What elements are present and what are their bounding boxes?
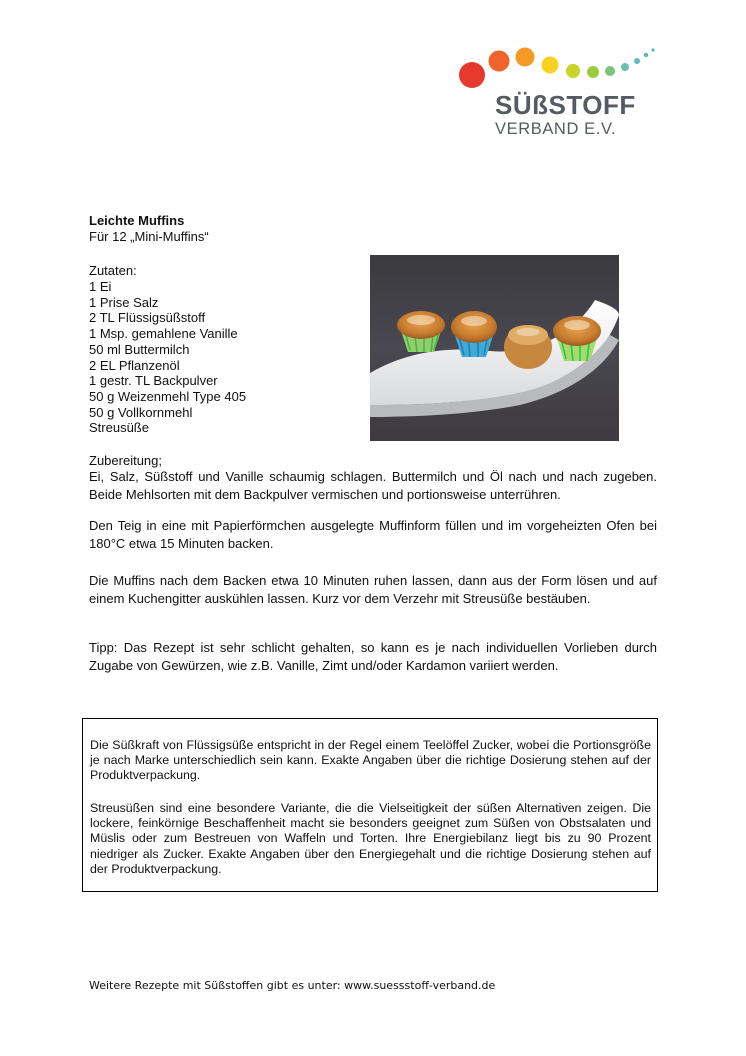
info-paragraph-granulated-sweetener: Streusüßen sind eine besondere Variante, die die Vielseitigkeit der süßen Alternativen zeigen. Die lockere, feinkörnige Beschaffenheit macht sie besonders geeignet zum Süßen von Obstsalaten und Müslis oder zum Bestreuen von Waffeln und Torten. Ihre Energiebilanz liegt bis zu 90 Prozent niedriger als Zucker. Exakte Angaben über den Energiegehalt und die richtige Dosierung stehen auf der Produktverpackung.	[90, 801, 651, 876]
muffins-photo	[370, 255, 619, 441]
ingredient-item: 50 g Vollkornmehl	[89, 404, 193, 420]
logo-wordmark: SÜßSTOFF	[495, 90, 636, 120]
preparation-step-2: Den Teig in eine mit Papierförmchen ausgelegte Muffinform füllen und im vorgeheizten Ofen bei 180°C etwa 15 Minuten backen.	[89, 518, 657, 551]
ingredient-item: 50 g Weizenmehl Type 405	[89, 388, 247, 404]
preparation-step-3: Die Muffins nach dem Backen etwa 10 Minuten ruhen lassen, dann aus der Form lösen und auf einem Kuchengitter auskühlen lassen. Kurz vor dem Verzehr mit Streusüße bestäuben.	[89, 573, 657, 606]
logo-subtitle: VERBAND E.V.	[495, 120, 617, 138]
recipe-tip: Tipp: Das Rezept ist sehr schlicht gehalten, so kann es je nach individuellen Vorlieben durch Zugabe von Gewürzen, wie z.B. Vanille, Zimt und/oder Kardamon variiert werden.	[89, 640, 657, 673]
ingredient-item: 2 TL Flüssigsüßstoff	[89, 310, 206, 326]
recipe-yield: Für 12 „Mini-Muffins“	[89, 229, 209, 244]
sweetener-info-box	[82, 718, 658, 892]
ingredient-item: 1 Msp. gemahlene Vanille	[89, 326, 238, 342]
footer-more-recipes: Weitere Rezepte mit Süßstoffen gibt es unter: www.suessstoff-verband.de	[89, 979, 496, 992]
preparation-heading: Zubereitung;	[89, 453, 162, 468]
ingredient-item: Streusüße	[89, 420, 149, 436]
preparation-step-1: Ei, Salz, Süßstoff und Vanille schaumig schlagen. Buttermilch und Öl nach und nach zugeben. Beide Mehlsorten mit dem Backpulver vermischen und portionsweise unterrühren.	[89, 469, 657, 502]
recipe-title: Leichte Muffins	[89, 213, 185, 228]
ingredients-heading: Zutaten:	[89, 263, 137, 278]
logo-dots-graphic	[455, 44, 665, 94]
ingredient-item: 1 gestr. TL Backpulver	[89, 373, 218, 389]
info-paragraph-liquid-sweetener: Die Süßkraft von Flüssigsüße entspricht in der Regel einem Teelöffel Zucker, wobei die Portionsgröße je nach Marke unterschiedlich sein kann. Exakte Angaben über die richtige Dosierung stehen auf der Produktverpackung.	[90, 738, 651, 783]
ingredients-list	[89, 279, 246, 436]
ingredient-item: 50 ml Buttermilch	[89, 341, 190, 357]
organization-logo	[455, 44, 665, 144]
ingredient-item: 2 EL Pflanzenöl	[89, 357, 180, 373]
ingredient-item: 1 Ei	[89, 279, 112, 294]
ingredient-item: 1 Prise Salz	[89, 294, 159, 310]
